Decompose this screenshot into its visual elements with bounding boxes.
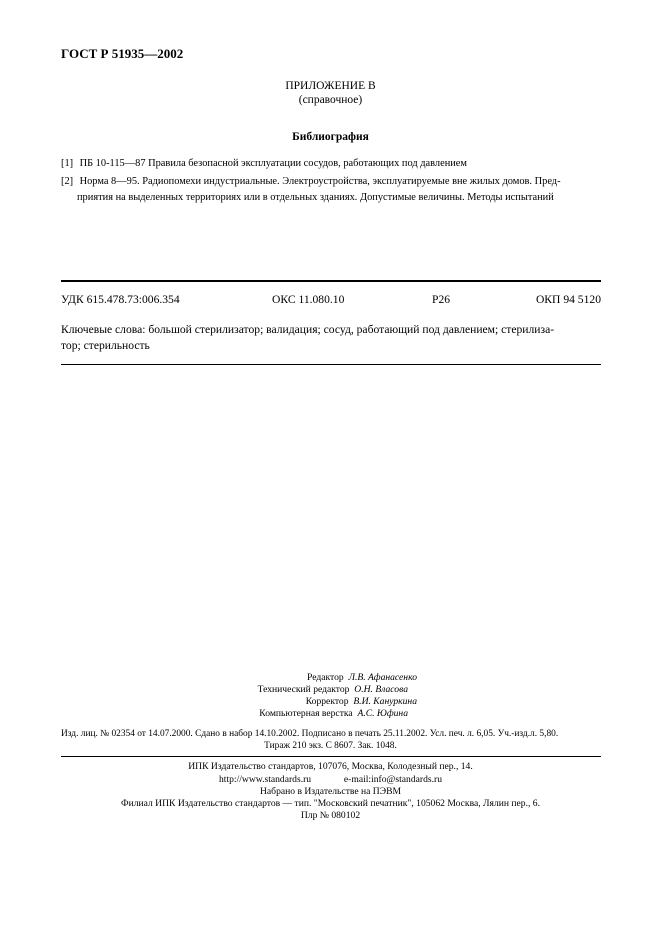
group-code: Р26 (432, 293, 451, 306)
credit-name: Л.В. Афанасенко (348, 672, 417, 683)
appendix-title: ПРИЛОЖЕНИЕ В (285, 80, 376, 92)
keywords-line: тор; стерильность (61, 339, 150, 352)
credit-layout (259, 708, 408, 719)
imprint-line: Изд. лиц. № 02354 от 14.07.2000. Сдано в набор 14.10.2002. Подписано в печать 25.11.2002. Усл. печ. л. 6,05. Уч.-изд.л. 5,80. (61, 729, 559, 739)
credit-tech-editor (258, 684, 408, 695)
bibliography-title: Библиография (292, 131, 369, 143)
publisher-typeset: Набрано в Издательстве на ПЭВМ (260, 786, 401, 797)
credit-role: Технический редактор (257, 684, 350, 695)
credit-editor (307, 672, 417, 683)
credit-role: Корректор (305, 696, 349, 707)
credit-role: Компьютерная верстка (259, 708, 353, 719)
publisher-license: Плр № 080102 (300, 810, 361, 821)
credit-name: О.Н. Власова (354, 684, 408, 695)
bibliography-item-number: [2] (61, 176, 74, 187)
appendix-type: (справочное) (298, 94, 363, 106)
bibliography-item-continuation: приятия на выделенных территориях или в отдельных зданиях. Допустимые величины. Методы испытаний (77, 192, 554, 203)
udk-code: УДК 615.478.73:006.354 (61, 293, 180, 306)
top-rule (61, 280, 601, 282)
oks-code: ОКС 11.080.10 (272, 293, 345, 306)
keywords (61, 322, 601, 354)
credit-proofreader (306, 696, 417, 707)
bibliography-item (61, 156, 601, 172)
publisher-email[interactable]: e-mail:info@standards.ru (343, 774, 442, 785)
publisher-url[interactable]: http://www.standards.ru (218, 774, 312, 785)
okp-code: ОКП 94 5120 (535, 293, 601, 306)
keywords-line: Ключевые слова: большой стерилизатор; валидация; сосуд, работающий под давлением; стерилиза- (61, 323, 555, 336)
bibliography-item (61, 174, 601, 206)
credit-name: В.И. Кануркина (353, 696, 417, 707)
publisher-address: ИПК Издательство стандартов, 107076, Москва, Колодезный пер., 14. (188, 761, 473, 772)
credit-role: Редактор (307, 672, 344, 683)
credit-name: А.С. Юфина (357, 708, 408, 719)
bibliography-item-text: Норма 8—95. Радиопомехи индустриальные. Электроустройства, эксплуатируемые вне жилых домов. Пред- (79, 176, 561, 187)
publisher-branch: Филиал ИПК Издательство стандартов — тип. "Московский печатник", 105062 Москва, Лялин пер., 6. (121, 798, 540, 809)
bottom-rule (61, 364, 601, 365)
imprint-line: Тираж 210 экз. С 8607. Зак. 1048. (264, 741, 397, 751)
bibliography-item-number: [1] (61, 158, 74, 169)
bibliography-item-text: ПБ 10-115—87 Правила безопасной эксплуатации сосудов, работающих под давлением (79, 158, 467, 169)
standard-code: ГОСТ Р 51935—2002 (61, 46, 184, 61)
publisher-rule (61, 756, 601, 757)
